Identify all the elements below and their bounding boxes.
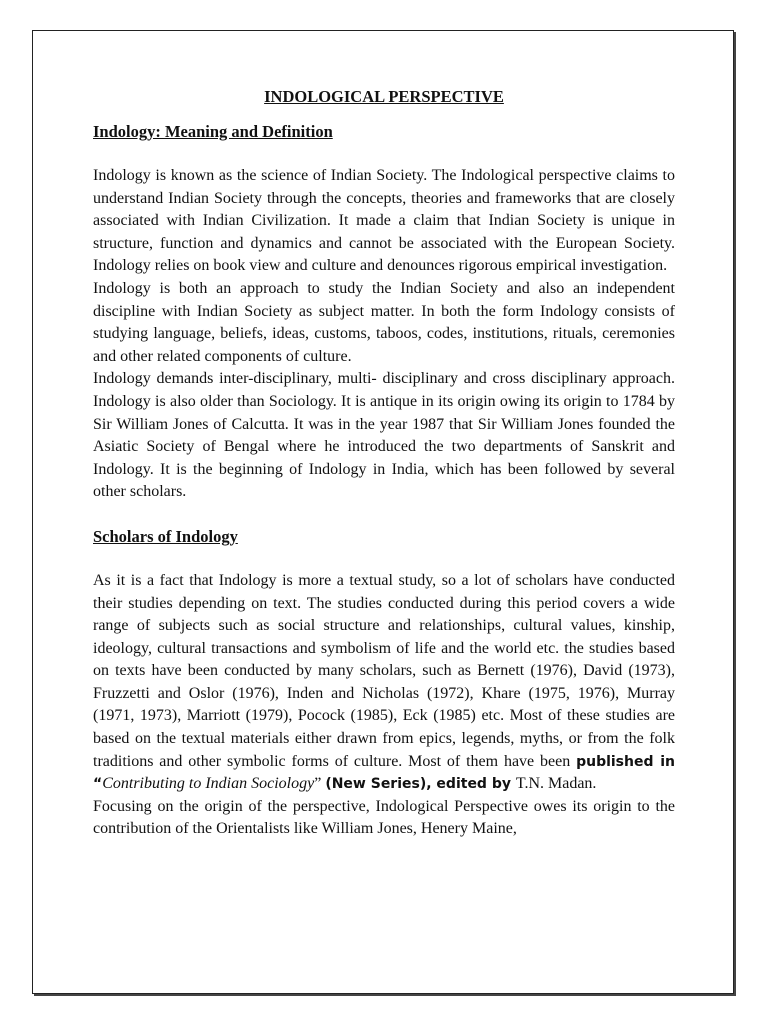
journal-title: Contributing to Indian Sociology — [102, 775, 315, 793]
section-spacer — [93, 504, 675, 526]
section-heading-scholars: Scholars of Indology — [93, 526, 238, 546]
paragraph-textual-studies — [93, 570, 675, 796]
document-body — [93, 86, 675, 841]
editor-name: T.N. Madan. — [515, 775, 597, 793]
page-border-shadow-bottom — [34, 994, 736, 996]
paragraph-orientalists-origin: Focusing on the origin of the perspective, Indological Perspective owes its origin to the contribution of the Orientalists like William Jones, Henery Maine, — [93, 797, 675, 838]
paragraph-approach-and-discipline: Indology is both an approach to study the Indian Society and also an independent discipline with Indian Society as subject matter. In both the form Indology consists of studying language, beliefs, ideas, customs, taboos, codes, institutions, rituals, ceremonies and other related components of culture. — [93, 279, 675, 365]
page-border-shadow-right — [734, 32, 736, 996]
new-series-text: (New Series), edited by — [325, 776, 516, 793]
published-in-text: published in “ — [93, 753, 675, 793]
paragraph-interdisciplinary-origin: Indology demands inter-disciplinary, multi- disciplinary and cross disciplinary approach. Indology is also older than Sociology. It is antique in its origin owing its origin to 1784 by Sir William Jones of Calcutta. It was in the year 1987 that Sir William Jones founded the Asiatic Society of Bengal where he introduced the two departments of Sanskrit and Indology. It is the beginning of Indology in India, which has been followed by several other scholars. — [93, 370, 675, 501]
closing-quote: ” — [314, 775, 326, 793]
textual-studies-text: As it is a fact that Indology is more a textual study, so a lot of scholars have conducted their studies depending on text. The studies conducted during this period covers a wide range of subjects such as social structure and relationships, cultural values, kinship, ideology, cultural transactions and symbolism of life and the world etc. the studies based on texts have been conducted by many scholars, such as Bernett (1976), David (1973), Fruzzetti and Oslor (1976), Inden and Nicholas (1972), Khare (1975, 1976), Murray (1971, 1973), Marriott (1979), Pocock (1985), Eck (1985) etc. Most of these studies are based on the textual materials either drawn from epics, legends, myths, or from the folk traditions and other symbolic forms of culture. Most of them have been — [93, 571, 675, 770]
paragraph-science-of-indian-society: Indology is known as the science of Indian Society. The Indological perspective claims to understand Indian Society through the concepts, theories and frameworks that are closely associated with Indian Civilization. It made a claim that Indian Society is unique in structure, function and dynamics and cannot be associated with the European Society. Indology relies on book view and culture and denounces rigorous empirical investigation. — [93, 167, 675, 275]
document-title: INDOLOGICAL PERSPECTIVE — [264, 87, 504, 106]
section-heading-meaning: Indology: Meaning and Definition — [93, 122, 333, 141]
